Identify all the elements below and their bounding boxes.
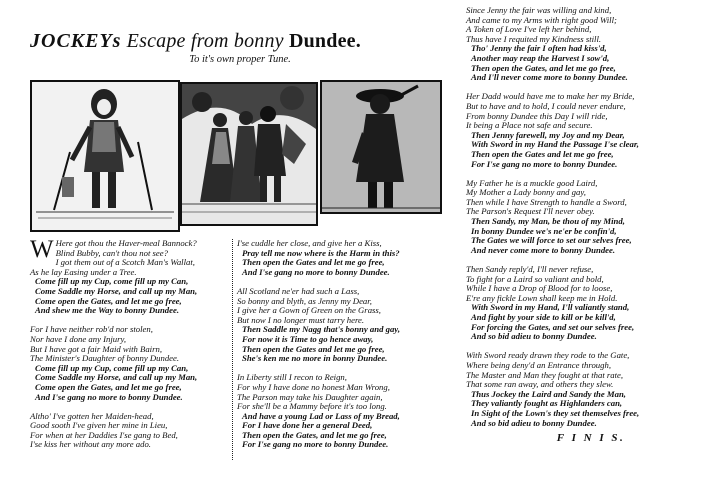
verse-line: I'se kiss her without any more ado. (30, 439, 151, 450)
verse-line: Her Dadd would have me to make her my Bride, (466, 91, 635, 102)
chorus-line: And so bid adieu to bonny Dundee. (471, 331, 597, 342)
woodcut-couple-meeting (180, 82, 318, 226)
verse-column-left (30, 236, 230, 460)
verse-line: I give her a Gown of Green on the Grass, (237, 305, 381, 316)
verse-line: That some ran away, and others they slew. (466, 379, 614, 390)
chorus-line: The Gates we will force to set our selves free, (471, 235, 632, 246)
stanza (30, 412, 230, 450)
verse-line-text: Here got thou the Haver-meal Bannock? (55, 238, 197, 248)
verse-line: With Sword ready drawn they rode to the Gate, (466, 350, 630, 361)
chorus-line: For now it is Time to go hence away, (242, 333, 374, 344)
stanza (466, 351, 712, 428)
verse-line: For why I have done no honest Man Wrong, (237, 381, 390, 392)
chorus-line: And so bid adieu to bonny Dundee. (471, 417, 597, 428)
chorus-line: And fight by your side to kill or be kill'd, (471, 312, 616, 322)
chorus-line: Then open the Gates and let me go free, (242, 257, 385, 268)
verse-line: To fight for a Laird so valiant and bold, (466, 273, 604, 284)
stanza (466, 179, 712, 256)
verse-line: I got them out of a Scotch Man's Wallat, (55, 257, 195, 268)
chorus-line: Come fill up my Cup, come fill up my Can, (35, 362, 189, 373)
chorus-line: And I'll never come more to bonny Dundee. (471, 72, 628, 83)
chorus-line: With Sword in my Hand the Passage I'se clear, (471, 139, 639, 150)
verse-line: As he lay Easing under a Tree. (30, 266, 137, 277)
chorus-line: Come Saddle my Horse, and call up my Man, (35, 285, 198, 296)
drop-capital: W (30, 236, 54, 263)
stanza (237, 373, 447, 450)
chorus-line: Come Saddle my Horse, and call up my Man, (35, 372, 198, 383)
verse-line: For I have neither rob'd nor stolen, (30, 324, 153, 335)
verse-line: All Scotland ne'er had such a Lass, (237, 285, 360, 296)
stanza (466, 92, 712, 169)
chorus-line: Come fill up my Cup, come fill up my Can, (35, 276, 189, 287)
verse-line: So bonny and blyth, as Jenny my Dear, (237, 295, 372, 306)
chorus-line: Then open the Gates and let me go free, (242, 343, 385, 354)
chorus-line: And shew me the Way to bonny Dundee. (35, 305, 180, 316)
stanza (466, 265, 712, 342)
stanza (237, 287, 447, 364)
verse-line: But now I no longer must tarry here. (237, 314, 365, 325)
title-part-dundee: Dundee. (288, 30, 361, 52)
chorus-line: They valiantly fought as Highlanders can, (471, 398, 623, 409)
chorus-line: And have a young Lad or Lass of my Bread, (242, 410, 400, 421)
chorus-line: For I have done her a general Deed, (242, 420, 373, 431)
verse-line: My Mother a Lady bonny and gay, (466, 187, 586, 198)
chorus-line: Then Jenny farewell, my Joy and my Dear, (471, 129, 625, 140)
chorus-line: Come open the Gates, and let me go free, (35, 381, 182, 392)
verse-line: Then while I have Strength to handle a Sword, (466, 196, 627, 207)
woodcut-gentleman (30, 80, 180, 232)
chorus-line: Come open the Gates, and let me go free, (35, 295, 182, 306)
verse-line: My Father he is a muckle good Laird, (466, 177, 598, 188)
verse-line: The Parson's Request I'll never obey. (466, 206, 595, 217)
verse-column-right (466, 6, 712, 438)
chorus-line: In bonny Dundee we's ne'er be confin'd, (471, 225, 617, 236)
chorus-line: For forcing the Gates, and set our selves free, (471, 321, 635, 332)
verse-line: Thus have I requited my Kindness still. (466, 33, 602, 44)
chorus-line: And I'se gang no more to bonny Dundee. (242, 266, 390, 277)
chorus-line: Pray tell me now where is the Harm in this? (242, 247, 400, 258)
verse-line: And came to my Arms with right good Will; (466, 14, 617, 25)
chorus-line: Then open the Gates, and let me go free, (242, 429, 387, 440)
stanza (237, 239, 447, 277)
verse-line: The Minister's Daughter of bonny Dundee. (30, 353, 180, 364)
chorus-line: She's ken me no more in bonny Dundee. (242, 353, 388, 364)
chorus-line: Then Saddle my Nagg that's bonny and gay, (242, 324, 400, 335)
verse-line: I'se cuddle her close, and give her a Kiss, (237, 238, 382, 248)
chorus-line: For I'se gang no more to bonny Dundee. (471, 158, 618, 169)
verse-line: From bonny Dundee this Day I will ride, (466, 110, 608, 121)
verse-line: Since Jenny the fair was willing and kind, (466, 5, 612, 15)
verse-line: Good sooth I've given her mine in Lieu, (30, 420, 168, 431)
chorus-line: In Sight of the Lown's they set themselves free, (471, 407, 640, 418)
verse-line: The Parson may take his Daughter again, (237, 391, 383, 402)
verse-line: E're any fickle Lown shall keep me in Hold. (466, 292, 618, 303)
verse-line: But I have got a fair Maid with Bairn, (30, 343, 162, 354)
stanza (30, 236, 230, 316)
chorus-line: Then open the Gates and let me go free, (471, 148, 614, 159)
woodcut-shadowed-figure (320, 80, 442, 214)
verse-line: For she'll be a Mammy before it's too long. (237, 401, 387, 412)
verse-line: In Liberty still I recon to Reign, (237, 372, 347, 383)
chorus-line: With Sword in my Hand, I'll valiantly stand, (471, 302, 630, 313)
verse-line: Where being deny'd an Entrance through, (466, 359, 612, 370)
verse-line: For when at her Daddies I'se gang to Bed, (30, 429, 178, 440)
verse-line: Altho' I've gotten her Maiden-head, (30, 410, 154, 421)
verse-line: Then Sandy reply'd, I'll never refuse, (466, 264, 594, 275)
chorus-line: Then open the Gates, and let me go free, (471, 62, 616, 73)
stanza (466, 6, 712, 83)
chorus-line: For I'se gang no more to bonny Dundee. (242, 439, 389, 450)
chorus-line: Tho' Jenny the fair I often had kiss'd, (471, 43, 607, 54)
chorus-line: And I'se gang no more to bonny Dundee. (35, 391, 183, 402)
chorus-line: Then Sandy, my Man, be thou of my Mind, (471, 216, 625, 227)
chorus-line: And never come more to bonny Dundee. (471, 244, 616, 255)
chorus-line: Thus Jockey the Laird and Sandy the Man, (471, 388, 626, 399)
verse-line: But to have and to hold, I could never endure, (466, 100, 626, 111)
verse-line: A Token of Love I've left her behind, (466, 24, 592, 35)
verse-line: Nor have I done any Injury, (30, 333, 127, 344)
verse-line: The Master and Man they fought at that rate, (466, 369, 624, 380)
title-part-jockeys: JOCKEYs (30, 30, 122, 52)
chorus-line: Another may reap the Harvest I sow'd, (471, 52, 610, 63)
verse-column-middle (232, 239, 447, 460)
ballad-title (30, 30, 460, 53)
finis-mark: F I N I S. (556, 432, 626, 444)
stanza (30, 325, 230, 402)
verse-line: Blind Bubby, can't thou not see? (55, 247, 168, 258)
verse-line: It being a Place not safe and secure. (466, 120, 593, 131)
title-part-escape: Escape from bonny (121, 30, 289, 52)
tune-subtitle: To it's own proper Tune. (189, 54, 291, 65)
verse-line: While I have a Drop of Blood for to loose, (466, 283, 613, 294)
